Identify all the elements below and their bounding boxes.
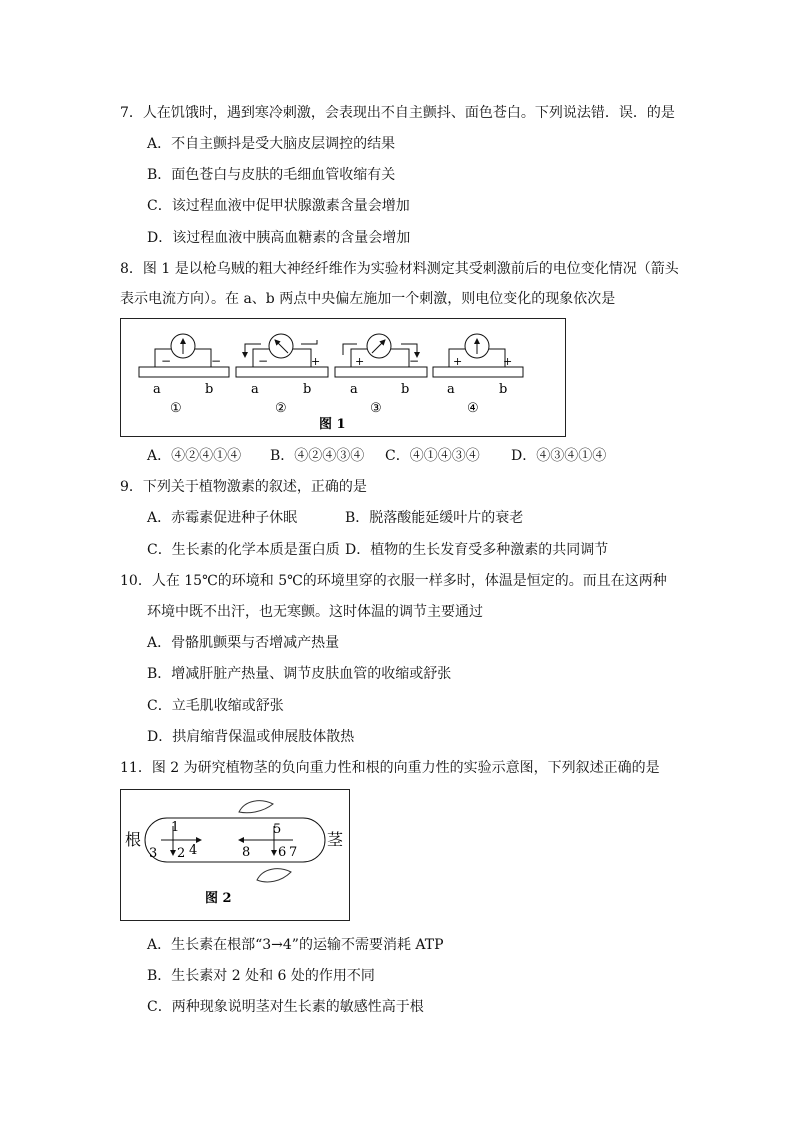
panel-3-left-sign: + [355,355,365,368]
label-5: 5 [273,822,282,837]
q11-option-b: B．生长素对 2 处和 6 处的作用不同 [147,968,375,984]
q8-option-c: C．④①④③④ [385,448,480,464]
figure-1-panel-2 [236,334,328,416]
q8-option-a: A．④②④①④ [147,448,242,464]
panel-1-left-sign: − [161,354,172,368]
q9-stem: 9．下列关于植物激素的叙述，正确的是 [120,479,367,495]
figure-2-caption: 图 2 [205,891,232,906]
figure-2 [120,789,350,921]
q10-stem-line1: 10．人在 15℃的环境和 5℃的环境里穿的衣服一样多时，体温是恒定的。而且在这两种 [120,573,667,589]
q7-option-c: C．该过程血液中促甲状腺激素含量会增加 [147,198,410,214]
q11-option-c: C．两种现象说明茎对生长素的敏感性高于根 [147,999,424,1015]
label-4: 4 [189,843,198,858]
panel-4-right-sign: + [503,355,513,368]
panel-1-number: ① [170,401,182,416]
panel-4-left-sign: + [453,355,463,368]
leaf-bottom-icon [257,869,291,882]
q8-option-b: B．④②④③④ [270,448,365,464]
figure-2-diagram [121,790,349,920]
figure-1-panel-3 [335,334,427,416]
panel-1-label-b: b [205,382,214,397]
panel-4-label-b: b [499,382,508,397]
label-6: 6 [278,845,287,860]
figure-1-panel-4 [433,334,523,416]
stem-label: 茎 [327,830,344,849]
q7-stem: 7．人在饥饿时，遇到寒冷刺激，会表现出不自主颤抖、面色苍白。下列说法错．误．的是 [120,105,675,121]
q11-stem: 11．图 2 为研究植物茎的负向重力性和根的向重力性的实验示意图，下列叙述正确的是 [120,760,660,776]
q10-option-b: B．增减肝脏产热量、调节皮肤血管的收缩或舒张 [147,666,452,682]
panel-2-label-a: a [251,382,259,397]
root-label: 根 [125,830,142,849]
panel-2-right-sign: + [311,355,321,368]
label-7: 7 [289,845,298,860]
panel-2-label-b: b [303,382,312,397]
q9-option-a: A．赤霉素促进种子休眠 [147,510,298,526]
q9-option-d: D．植物的生长发育受多种激素的共同调节 [345,542,609,558]
q10-stem-line2: 环境中既不出汗，也无寒颤。这时体温的调节主要通过 [147,604,483,620]
panel-1-right-sign: − [211,354,222,368]
label-2: 2 [177,846,186,861]
leaf-top-icon [239,801,273,813]
label-1: 1 [171,820,180,835]
figure-1-diagram [121,319,565,436]
panel-3-number: ③ [370,401,382,416]
q9-option-b: B．脱落酸能延缓叶片的衰老 [345,510,524,526]
q10-option-a: A．骨骼肌颤栗与否增减产热量 [147,635,340,651]
figure-1-caption: 图 1 [319,417,346,432]
panel-4-number: ④ [467,401,479,416]
figure-1 [120,318,566,437]
panel-3-label-a: a [350,382,358,397]
q9-option-c: C．生长素的化学本质是蛋白质 [147,542,340,558]
q7-option-a: A．不自主颤抖是受大脑皮层调控的结果 [147,136,396,152]
q7-option-d: D．该过程血液中胰高血糖素的含量会增加 [147,230,411,246]
panel-2-number: ② [275,401,287,416]
panel-4-label-a: a [447,382,455,397]
figure-1-panel-1 [139,334,229,416]
label-8: 8 [242,845,251,860]
q10-option-d: D．拱肩缩背保温或伸展肢体散热 [147,729,355,745]
panel-3-right-sign: − [409,354,420,368]
panel-2-left-sign: − [258,354,269,368]
label-3: 3 [149,846,158,861]
q10-option-c: C．立毛肌收缩或舒张 [147,698,284,714]
q11-option-a: A．生长素在根部“3→4”的运输不需要消耗 ATP [147,937,444,953]
panel-1-label-a: a [153,382,161,397]
q8-option-d: D．④③④①④ [511,448,607,464]
panel-3-label-b: b [401,382,410,397]
q8-stem-line2: 表示电流方向）。在 a、b 两点中央偏左施加一个刺激，则电位变化的现象依次是 [120,291,616,307]
q8-stem-line1: 8．图 1 是以枪乌贼的粗大神经纤维作为实验材料测定其受刺激前后的电位变化情况（箭头 [120,261,679,277]
q7-option-b: B．面色苍白与皮肤的毛细血管收缩有关 [147,167,396,183]
